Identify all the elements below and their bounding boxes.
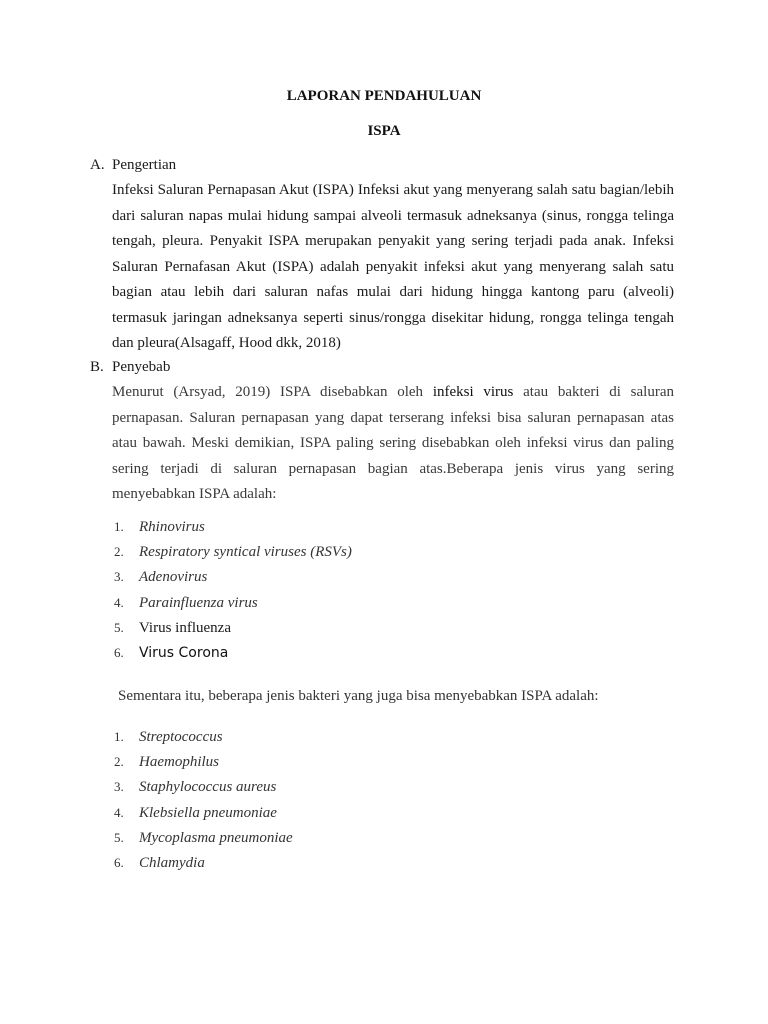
virus-item-number: 5.	[114, 619, 124, 635]
bacteria-item-name: Mycoplasma pneumoniae	[139, 829, 293, 846]
bacteria-intro: Sementara itu, beberapa jenis bakteri yang juga bisa menyebabkan ISPA adalah:	[118, 688, 599, 704]
bacteria-item-name: Streptococcus	[139, 729, 223, 745]
virus-item-name: Rhinovirus	[139, 519, 205, 535]
bacteria-item-name: Staphylococcus aureus	[139, 779, 277, 796]
bacteria-item-number: 3.	[114, 779, 124, 795]
virus-item-name: Parainfluenza virus	[139, 594, 258, 611]
virus-item-number: 6.	[114, 645, 124, 660]
virus-item-name: Respiratory syntical viruses (RSVs)	[139, 544, 352, 561]
bacteria-item-number: 6.	[114, 855, 124, 870]
virus-item-number: 2.	[114, 544, 124, 560]
section-b-letter: B.	[90, 359, 104, 375]
bacteria-item-number: 4.	[114, 804, 124, 820]
bacteria-item-number: 2.	[114, 754, 124, 770]
virus-item-number: 1.	[114, 519, 124, 534]
document-title: LAPORAN PENDAHULUAN	[286, 88, 482, 104]
bacteria-item-name: Chlamydia	[139, 855, 205, 871]
bacteria-item-name: Klebsiella pneumoniae	[139, 804, 277, 821]
infeksi-virus-link[interactable]: infeksi virus	[432, 384, 514, 400]
section-a-letter: A.	[90, 157, 105, 173]
virus-item-name: Virus influenza	[139, 619, 231, 636]
virus-item-number: 4.	[114, 594, 124, 610]
section-b-heading: Penyebab	[112, 359, 171, 375]
section-b-body-end: atau bakteri di saluran pernapasan. Saluran pernapasan yang dapat terserang infeksi bisa saluran pernapasan atas atau bawah. Meski demikian, ISPA paling sering disebabkan oleh infeksi virus dan paling sering terjadi di saluran pernapasan bagian atas.Beberapa jenis virus yang sering menyebabkan ISPA adalah:	[112, 384, 674, 502]
virus-item-number: 3.	[114, 569, 124, 585]
document-subtitle: ISPA	[367, 123, 401, 139]
bacteria-item-number: 5.	[114, 829, 124, 845]
virus-item-name: Adenovirus	[139, 569, 208, 586]
virus-item-name: Virus Corona	[139, 645, 229, 661]
section-a-heading: Pengertian	[112, 157, 177, 173]
section-b-body	[112, 380, 674, 508]
section-a-body: Infeksi Saluran Pernapasan Akut (ISPA) Infeksi akut yang menyerang salah satu bagian/lebih dari saluran napas mulai hidung sampai alveoli termasuk adneksanya (sinus, rongga telinga tengah, pleura. Penyakit ISPA merupakan penyakit yang sering terjadi pada anak. Infeksi Saluran Pernafasan Akut (ISPA) adalah penyakit infeksi akut yang menyerang salah satu bagian atau lebih dari saluran nafas mulai dari hidung hingga kantong paru (alveoli) termasuk jaringan adneksanya seperti sinus/rongga disekitar hidung, rongga telinga tengah dan pleura(Alsagaff, Hood dkk, 2018)	[112, 182, 674, 351]
bacteria-item-number: 1.	[114, 729, 124, 744]
bacteria-item-name: Haemophilus	[139, 754, 219, 771]
section-b-body-start: Menurut (Arsyad, 2019) ISPA disebabkan oleh	[112, 384, 424, 400]
